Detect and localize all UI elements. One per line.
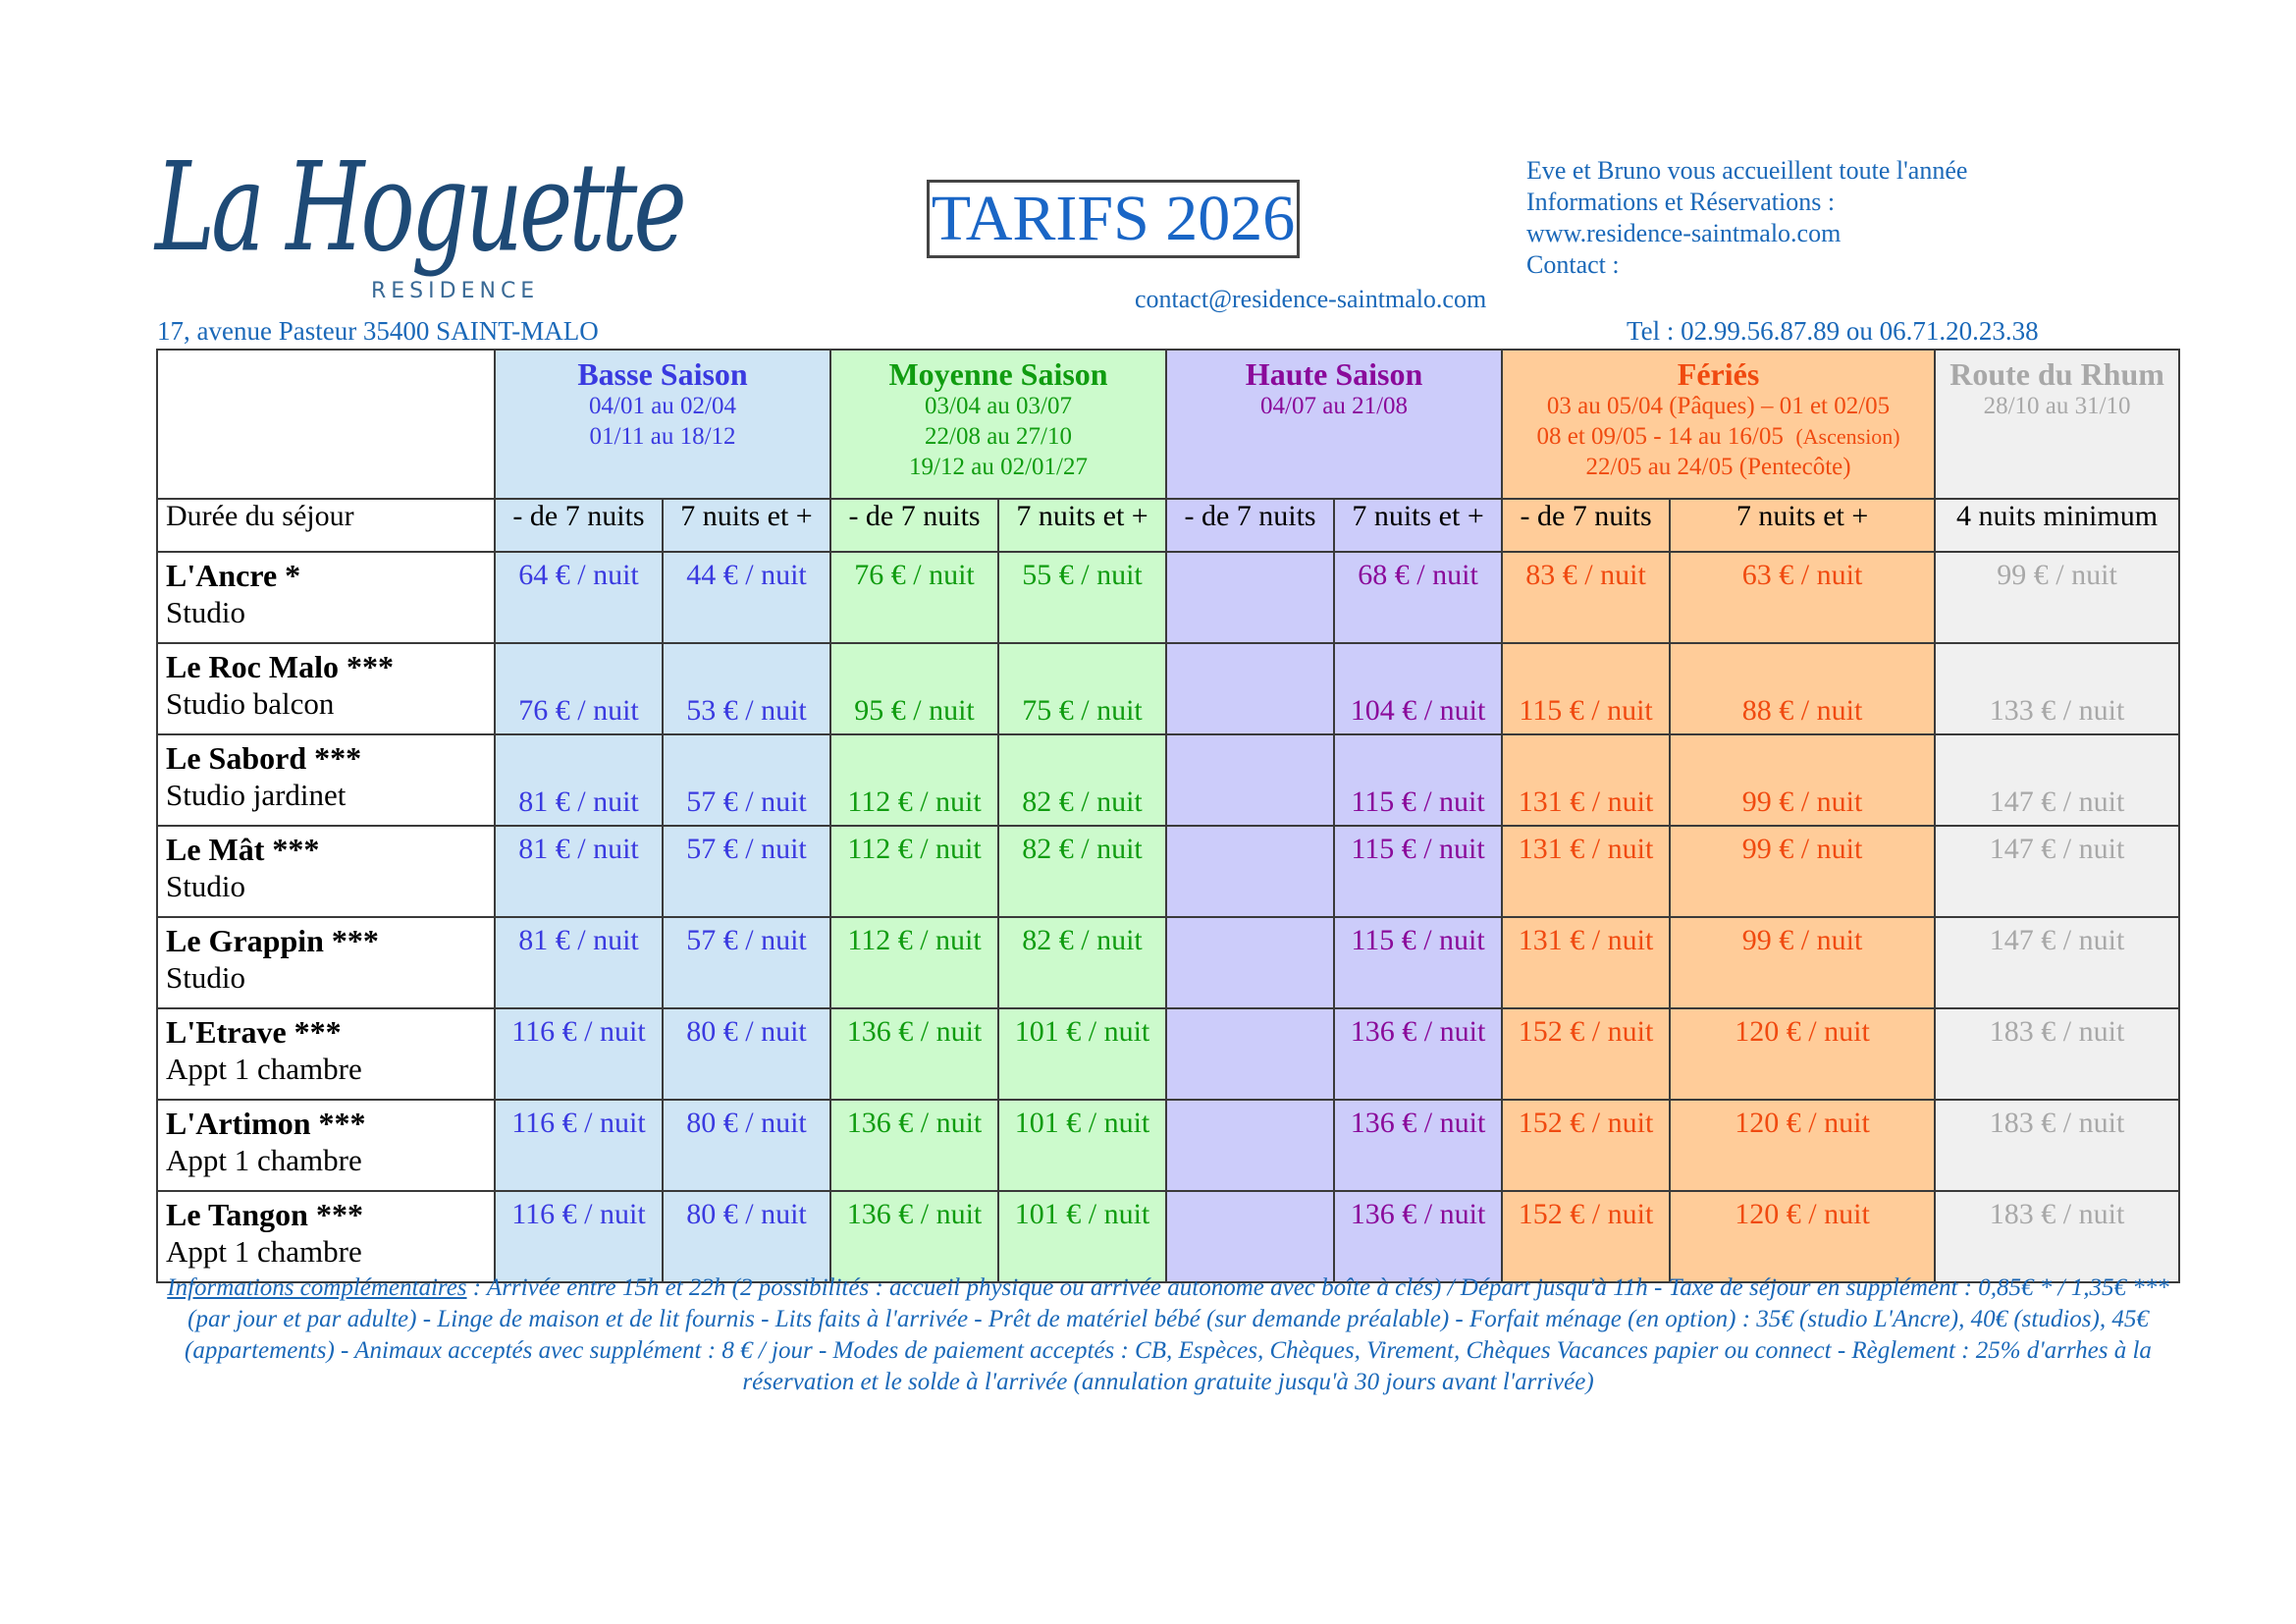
price-cell: 136 € / nuit: [830, 1008, 998, 1100]
room-name: Le Roc Malo ***: [166, 649, 394, 684]
price-cell: 136 € / nuit: [1334, 1191, 1502, 1282]
price-cell: 183 € / nuit: [1935, 1100, 2179, 1191]
price-cell: 112 € / nuit: [830, 734, 998, 826]
room-name: Le Sabord ***: [166, 740, 362, 776]
price-cell: 53 € / nuit: [663, 643, 830, 734]
room-type: Appt 1 chambre: [166, 1052, 362, 1086]
season-title: Basse Saison: [577, 356, 748, 392]
room-name: Le Grappin ***: [166, 923, 379, 958]
season-dates: 01/11 au 18/12: [589, 423, 736, 450]
season-header-row: [157, 350, 2179, 499]
price-cell: 80 € / nuit: [663, 1100, 830, 1191]
price-cell: 99 € / nuit: [1670, 917, 1935, 1008]
season-basse: [495, 350, 830, 499]
contact-label: Contact :: [1526, 250, 1620, 279]
price-cell: 83 € / nuit: [1502, 552, 1670, 643]
duration-cell: - de 7 nuits: [830, 499, 998, 552]
contact-email[interactable]: contact@residence-saintmalo.com: [1135, 285, 1487, 313]
season-route-du-rhum: [1935, 350, 2179, 499]
season-moyenne: [830, 350, 1166, 499]
price-cell: 147 € / nuit: [1935, 734, 2179, 826]
price-cell: 116 € / nuit: [495, 1191, 663, 1282]
price-cell: 183 € / nuit: [1935, 1008, 2179, 1100]
price-cell: [1166, 1008, 1334, 1100]
table-row: [157, 1191, 2179, 1282]
room-name: Le Mât ***: [166, 832, 320, 867]
price-cell: 115 € / nuit: [1334, 734, 1502, 826]
price-cell: 95 € / nuit: [830, 643, 998, 734]
price-cell: 115 € / nuit: [1334, 917, 1502, 1008]
duration-cell: 7 nuits et +: [663, 499, 830, 552]
price-cell: 152 € / nuit: [1502, 1191, 1670, 1282]
price-cell: 81 € / nuit: [495, 826, 663, 917]
price-cell: 112 € / nuit: [830, 917, 998, 1008]
duration-cell: 4 nuits minimum: [1935, 499, 2179, 552]
season-title: Moyenne Saison: [888, 356, 1108, 392]
price-cell: 120 € / nuit: [1670, 1008, 1935, 1100]
room-cell: [157, 734, 495, 826]
additional-info: [157, 1272, 2179, 1398]
price-cell: 99 € / nuit: [1935, 552, 2179, 643]
duration-cell: - de 7 nuits: [1502, 499, 1670, 552]
season-feries: [1502, 350, 1935, 499]
page-title-box: [927, 180, 1300, 258]
price-cell: 81 € / nuit: [495, 917, 663, 1008]
info-reservations-label: Informations et Réservations :: [1526, 188, 1836, 216]
price-cell: [1166, 643, 1334, 734]
price-cell: 80 € / nuit: [663, 1191, 830, 1282]
contact-block: [1526, 155, 1967, 281]
header-empty-cell: [157, 350, 495, 499]
price-cell: [1166, 826, 1334, 917]
season-dates: 22/08 au 27/10: [925, 423, 1073, 450]
table-row: [157, 734, 2179, 826]
room-cell: [157, 643, 495, 734]
room-type: Studio: [166, 869, 245, 903]
price-cell: 44 € / nuit: [663, 552, 830, 643]
room-cell: [157, 1008, 495, 1100]
logo-subtitle: RESIDENCE: [371, 279, 540, 303]
price-cell: 131 € / nuit: [1502, 826, 1670, 917]
price-cell: 82 € / nuit: [998, 734, 1166, 826]
price-cell: 101 € / nuit: [998, 1191, 1166, 1282]
season-dates: 04/07 au 21/08: [1260, 393, 1409, 419]
price-cell: 136 € / nuit: [1334, 1008, 1502, 1100]
room-type: Studio: [166, 960, 245, 995]
price-cell: 131 € / nuit: [1502, 917, 1670, 1008]
season-dates: 28/10 au 31/10: [1983, 393, 2131, 419]
price-cell: [1166, 917, 1334, 1008]
table-row: [157, 643, 2179, 734]
room-cell: [157, 917, 495, 1008]
season-title: Route du Rhum: [1949, 356, 2164, 392]
price-cell: 55 € / nuit: [998, 552, 1166, 643]
table-row: [157, 917, 2179, 1008]
season-dates: 03 au 05/04 (Pâques) – 01 et 02/05: [1546, 393, 1891, 419]
room-cell: [157, 826, 495, 917]
room-type: Studio balcon: [166, 686, 335, 721]
price-cell: 82 € / nuit: [998, 826, 1166, 917]
room-name: Le Tangon ***: [166, 1197, 363, 1232]
price-cell: 136 € / nuit: [1334, 1100, 1502, 1191]
price-cell: [1166, 1191, 1334, 1282]
duration-row: [157, 499, 2179, 552]
tariff-table: [156, 349, 2180, 1283]
duration-cell: 7 nuits et +: [1670, 499, 1935, 552]
price-cell: 57 € / nuit: [663, 826, 830, 917]
room-type: Studio jardinet: [166, 778, 347, 812]
price-cell: 115 € / nuit: [1502, 643, 1670, 734]
room-cell: [157, 552, 495, 643]
price-cell: 115 € / nuit: [1334, 826, 1502, 917]
room-cell: [157, 1100, 495, 1191]
price-cell: 64 € / nuit: [495, 552, 663, 643]
table-row: [157, 826, 2179, 917]
price-cell: 81 € / nuit: [495, 734, 663, 826]
table-row: [157, 1100, 2179, 1191]
phone-numbers: Tel : 02.99.56.87.89 ou 06.71.20.23.38: [1627, 316, 2039, 346]
price-cell: 99 € / nuit: [1670, 734, 1935, 826]
season-haute: [1166, 350, 1502, 499]
room-name: L'Etrave ***: [166, 1014, 342, 1050]
price-cell: 57 € / nuit: [663, 734, 830, 826]
price-cell: 136 € / nuit: [830, 1100, 998, 1191]
room-name: L'Artimon ***: [166, 1106, 366, 1141]
price-cell: 82 € / nuit: [998, 917, 1166, 1008]
price-cell: 116 € / nuit: [495, 1100, 663, 1191]
price-cell: 147 € / nuit: [1935, 826, 2179, 917]
price-cell: 147 € / nuit: [1935, 917, 2179, 1008]
address: 17, avenue Pasteur 35400 SAINT-MALO: [157, 316, 599, 346]
price-cell: 136 € / nuit: [830, 1191, 998, 1282]
price-cell: 63 € / nuit: [1670, 552, 1935, 643]
price-cell: 76 € / nuit: [830, 552, 998, 643]
season-dates: 04/01 au 02/04: [589, 393, 736, 419]
price-cell: 101 € / nuit: [998, 1008, 1166, 1100]
duration-cell: 7 nuits et +: [1334, 499, 1502, 552]
price-cell: 99 € / nuit: [1670, 826, 1935, 917]
duration-cell: - de 7 nuits: [1166, 499, 1334, 552]
price-cell: 120 € / nuit: [1670, 1100, 1935, 1191]
duration-cell: - de 7 nuits: [495, 499, 663, 552]
season-dates: 19/12 au 02/01/27: [909, 454, 1088, 480]
season-dates: 22/05 au 24/05 (Pentecôte): [1585, 454, 1851, 480]
price-cell: 183 € / nuit: [1935, 1191, 2179, 1282]
table-row: [157, 1008, 2179, 1100]
price-cell: 80 € / nuit: [663, 1008, 830, 1100]
price-cell: 101 € / nuit: [998, 1100, 1166, 1191]
duration-label: Durée du séjour: [157, 499, 495, 552]
price-cell: 120 € / nuit: [1670, 1191, 1935, 1282]
logo-script: La Hoguette: [155, 136, 683, 279]
price-cell: 133 € / nuit: [1935, 643, 2179, 734]
price-cell: 152 € / nuit: [1502, 1008, 1670, 1100]
duration-cell: 7 nuits et +: [998, 499, 1166, 552]
season-dates: 03/04 au 03/07: [925, 393, 1073, 419]
additional-info-label: Informations complémentaires: [167, 1274, 467, 1301]
price-cell: 57 € / nuit: [663, 917, 830, 1008]
table-row: [157, 552, 2179, 643]
season-title: Haute Saison: [1245, 356, 1423, 392]
price-cell: 75 € / nuit: [998, 643, 1166, 734]
price-cell: 68 € / nuit: [1334, 552, 1502, 643]
price-cell: 152 € / nuit: [1502, 1100, 1670, 1191]
room-cell: [157, 1191, 495, 1282]
price-cell: [1166, 734, 1334, 826]
room-type: Appt 1 chambre: [166, 1234, 362, 1269]
price-cell: [1166, 1100, 1334, 1191]
season-title: Fériés: [1677, 356, 1760, 392]
page-title: TARIFS 2026: [931, 183, 1296, 254]
price-cell: 112 € / nuit: [830, 826, 998, 917]
room-type: Studio: [166, 595, 245, 629]
website-link[interactable]: www.residence-saintmalo.com: [1526, 219, 1842, 247]
season-dates-note: (Ascension): [1795, 424, 1900, 449]
season-dates: [1503, 421, 1934, 452]
season-dates-part: 08 et 09/05 - 14 au 16/05: [1536, 423, 1784, 450]
price-cell: 116 € / nuit: [495, 1008, 663, 1100]
price-cell: 88 € / nuit: [1670, 643, 1935, 734]
additional-info-text: : Arrivée entre 15h et 22h (2 possibilités : accueil physique ou arrivée autonome avec boîte à clés) / Départ jusqu'à 11h - Taxe de séjour en supplément : 0,85€ * / 1,35€ *** (par jour et par adulte) - Linge de maison et de lit fournis - Lits faits à l'arrivée - Prêt de matériel bébé (sur demande préalable) - Forfait ménage (en option) : 35€ (studio L'Ancre), 40€ (studios), 45€ (appartements) - Animaux acceptés avec supplément : 8 € / jour - Modes de paiement acceptés : CB, Espèces, Chèques, Virement, Chèques Vacances papier ou connect - Règlement : 25% d'arrhes à la réservation et le solde à l'arrivée (annulation gratuite jusqu'à 30 jours avant l'arrivée): [185, 1274, 2169, 1395]
price-cell: 76 € / nuit: [495, 643, 663, 734]
room-name: L'Ancre *: [166, 558, 301, 593]
room-type: Appt 1 chambre: [166, 1143, 362, 1177]
price-cell: 131 € / nuit: [1502, 734, 1670, 826]
price-cell: [1166, 552, 1334, 643]
price-cell: 104 € / nuit: [1334, 643, 1502, 734]
welcome-line: Eve et Bruno vous accueillent toute l'année: [1526, 156, 1968, 185]
